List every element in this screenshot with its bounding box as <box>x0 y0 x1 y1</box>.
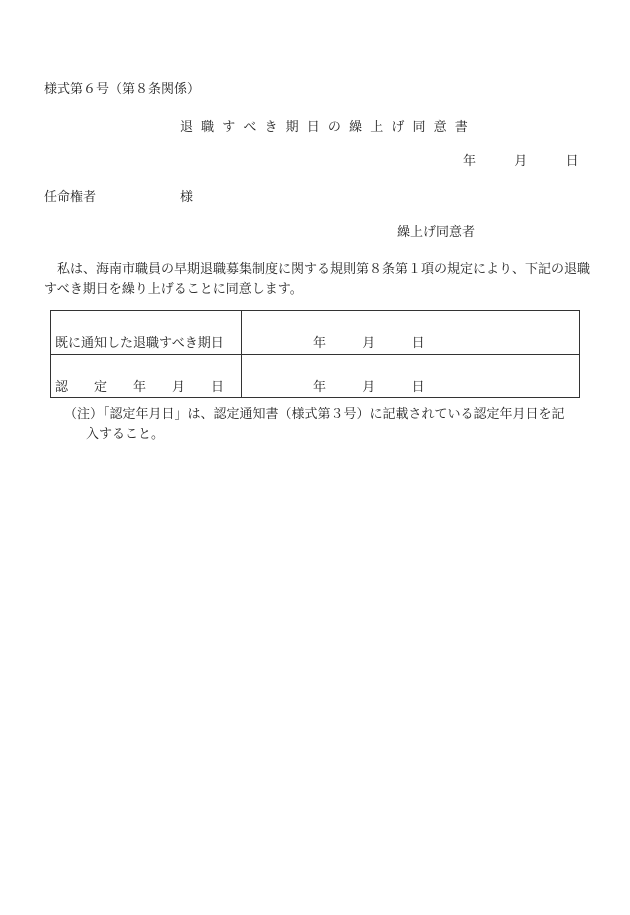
approval-year: 年 <box>313 380 327 395</box>
notified-date-value <box>313 332 425 351</box>
notified-date-label: 既に通知した退職すべき期日 <box>55 336 224 351</box>
notified-day: 日 <box>411 336 425 351</box>
date-month-label: 月 <box>514 154 528 169</box>
form-number: 様式第６号（第８条関係） <box>44 82 201 97</box>
approval-day: 日 <box>411 380 425 395</box>
table-row-notified-date <box>51 311 579 355</box>
table-row-approval-date <box>51 355 579 398</box>
appointer-honorific: 様 <box>180 190 194 205</box>
approval-month: 月 <box>362 380 376 395</box>
notified-year: 年 <box>313 336 327 351</box>
date-year-label: 年 <box>463 154 477 169</box>
footnote-line-2: 入すること。 <box>86 427 165 442</box>
notified-month: 月 <box>362 336 376 351</box>
footnote-line-1: （注）「認定年月日」は、認定通知書（様式第３号）に記載されている認定年月日を記 <box>64 407 565 422</box>
document-title: 退 職 す べ き 期 日 の 繰 上 げ 同 意 書 <box>180 120 470 135</box>
approval-date-value <box>313 376 425 395</box>
retirement-date-table <box>50 310 580 398</box>
appointer-label: 任命権者 <box>44 190 97 205</box>
date-line <box>463 155 579 168</box>
footnote <box>64 405 592 445</box>
date-day-label: 日 <box>565 154 579 169</box>
approval-date-label: 認 定 年 月 日 <box>55 380 225 395</box>
consent-body-text: 私は、海南市職員の早期退職募集制度に関する規則第８条第１項の規定により、下記の退職すべき期日を繰り上げることに同意します。 <box>44 262 591 297</box>
consenter-label: 繰上げ同意者 <box>397 225 476 240</box>
